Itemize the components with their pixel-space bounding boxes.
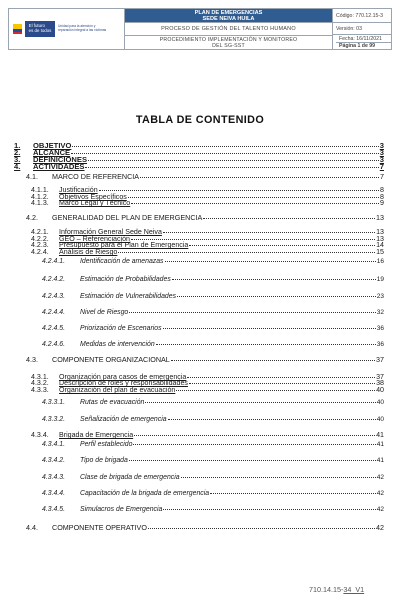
- toc-leader-dots: [133, 438, 375, 445]
- toc-entry-label[interactable]: Presupuesto para el Plan de Emergencia: [59, 241, 189, 249]
- toc-entry-label[interactable]: MARCO DE REFERENCIA: [52, 172, 140, 181]
- toc-leader-dots: [88, 154, 379, 161]
- title-line2: SEDE NEIVA HUILA: [202, 16, 255, 23]
- toc-entry-label[interactable]: Rutas de evacuación: [80, 399, 145, 406]
- toc-entry-label[interactable]: Justificación: [59, 186, 98, 194]
- toc-entry-page: 42: [376, 523, 384, 532]
- toc-entry-number: 4.2.2.: [31, 235, 49, 243]
- toc-entry-number: 4.2.4.: [31, 248, 49, 256]
- toc-entry-page: 32: [376, 309, 384, 316]
- toc-entry-label[interactable]: Estimación de Vulnerabilidades: [80, 293, 177, 300]
- toc-entry[interactable]: [14, 504, 384, 513]
- toc-entry-number: 4.1.1.: [31, 186, 49, 194]
- footer-code: [309, 585, 364, 594]
- toc-entry-label[interactable]: Priorización de Escenarios: [80, 325, 162, 332]
- toc-entry[interactable]: [14, 323, 384, 332]
- toc-entry-number: 4.2.4.6.: [42, 341, 65, 348]
- toc-entry-page: 3: [379, 155, 384, 164]
- toc-leader-dots: [172, 273, 376, 280]
- document-code: Código: 770.12.15-3: [333, 9, 391, 23]
- toc-entry-number: 4.2.: [26, 213, 38, 222]
- toc-entry-page: 42: [376, 474, 384, 481]
- toc-entry-label[interactable]: Identificación de amenazas: [80, 258, 164, 265]
- toc-entry-label[interactable]: Brigada de Emergencia: [59, 431, 134, 439]
- toc-entry-number: 4.2.3.: [31, 241, 49, 249]
- date-and-page: [333, 35, 391, 49]
- toc-entry-number: 4.2.4.1.: [42, 258, 65, 265]
- ministry-text: Unidad para la atención y reparación integral a las víctimas: [58, 24, 107, 32]
- toc-entry-number: 4.3.4.4.: [42, 490, 65, 497]
- document-header: [8, 8, 392, 50]
- toc-entry-label[interactable]: Organización para casos de emergencia: [59, 373, 187, 381]
- toc-entry-number: 1.: [14, 141, 21, 150]
- toc-entry[interactable]: [14, 385, 384, 394]
- toc-entry-page: 7: [379, 162, 384, 171]
- toc-entry-page: 16: [376, 258, 384, 265]
- toc-entry-number: 4.2.4.3.: [42, 293, 65, 300]
- toc-entry[interactable]: [14, 162, 384, 171]
- toc-entry[interactable]: [14, 472, 384, 481]
- toc-leader-dots: [134, 429, 375, 436]
- toc-entry[interactable]: [14, 439, 384, 448]
- toc-entry-label[interactable]: COMPONENTE OPERATIVO: [52, 523, 147, 532]
- toc-leader-dots: [129, 454, 376, 461]
- toc-entry-number: 4.2.4.4.: [42, 309, 65, 316]
- toc-entry-page: 9: [380, 199, 384, 207]
- toc-entry-number: 4.3.2.: [31, 379, 49, 387]
- toc-leader-dots: [140, 171, 379, 178]
- procedure-line1: PROCEDIMIENTO IMPLEMENTACIÓN Y MONITOREO: [159, 37, 298, 43]
- document-title: [125, 9, 332, 23]
- toc-entry-page: 13: [376, 228, 384, 236]
- document-date: Fecha: 16/11/2021: [336, 36, 391, 43]
- toc-leader-dots: [129, 306, 376, 313]
- toc-entry-label[interactable]: Nivel de Riesgo: [80, 309, 129, 316]
- toc-entry-number: 4.3.4.1.: [42, 441, 65, 448]
- toc-entry-label[interactable]: Tipo de brigada: [80, 457, 128, 464]
- toc-leader-dots: [163, 226, 375, 233]
- toc-title: TABLA DE CONTENIDO: [135, 114, 265, 126]
- toc-entry-number: 4.3.3.: [31, 386, 49, 394]
- header-center: [125, 9, 333, 49]
- toc-leader-dots: [189, 377, 375, 384]
- colombia-flag-icon: [13, 24, 22, 34]
- toc-leader-dots: [163, 503, 375, 510]
- toc-entry[interactable]: [14, 455, 384, 464]
- document-version: Versión: 03: [333, 23, 391, 35]
- toc-leader-dots: [72, 140, 378, 147]
- toc-entry-number: 4.4.: [26, 523, 38, 532]
- toc-entry[interactable]: [14, 213, 384, 222]
- toc-entry-number: 4.2.4.5.: [42, 325, 65, 332]
- toc-entry-page: 36: [376, 325, 384, 332]
- toc-entry-page: 15: [376, 248, 384, 256]
- toc-leader-dots: [85, 161, 378, 168]
- toc-leader-dots: [131, 197, 379, 204]
- toc-leader-dots: [99, 184, 379, 191]
- toc-entry-number: 4.2.4.2.: [42, 276, 65, 283]
- toc-entry-number: 4.: [14, 162, 21, 171]
- toc-entry[interactable]: [14, 172, 384, 181]
- page-number: Página 1 de 99: [336, 43, 391, 50]
- toc-entry-page: 7: [380, 172, 384, 181]
- toc-entry-label[interactable]: ALCANCE: [33, 148, 71, 157]
- toc-entry[interactable]: [14, 198, 384, 207]
- header-meta: [333, 9, 391, 49]
- toc-entry-label[interactable]: GEO – Referenciación: [59, 235, 130, 243]
- toc-entry-label[interactable]: DEFINICIONES: [33, 155, 88, 164]
- logo-block: [9, 9, 125, 49]
- toc-entry[interactable]: [14, 397, 384, 406]
- procedure-name: [125, 36, 332, 50]
- toc-leader-dots: [156, 338, 376, 345]
- toc-entry-label[interactable]: Objetivos Específicos: [59, 193, 127, 201]
- toc-entry-page: 42: [376, 506, 384, 513]
- toc-leader-dots: [145, 396, 375, 403]
- toc-leader-dots: [168, 413, 376, 420]
- toc-entry-page: 3: [379, 141, 384, 150]
- toc-leader-dots: [177, 290, 376, 297]
- toc-entry[interactable]: [14, 523, 384, 532]
- toc-entry-number: 4.3.4.5.: [42, 506, 65, 513]
- toc-entry-page: 14: [376, 241, 384, 249]
- toc-entry-number: 4.2.1.: [31, 228, 49, 236]
- toc-leader-dots: [181, 471, 376, 478]
- toc-entry-page: 8: [380, 186, 384, 194]
- toc-leader-dots: [203, 212, 375, 219]
- toc-leader-dots: [71, 147, 379, 154]
- toc-entry-label[interactable]: Información General Sede Neiva: [59, 228, 162, 236]
- toc-leader-dots: [210, 487, 376, 494]
- toc-entry-number: 4.3.4.: [31, 431, 49, 439]
- toc-entry[interactable]: [14, 256, 384, 265]
- toc-entry-label[interactable]: Organización del plan de evacuación: [59, 386, 176, 394]
- toc-entry[interactable]: [14, 339, 384, 348]
- toc-entry-page: 8: [380, 193, 384, 201]
- toc-entry-label[interactable]: Capacitación de la brigada de emergencia: [80, 490, 210, 497]
- toc-leader-dots: [148, 522, 375, 529]
- toc-leader-dots: [171, 354, 375, 361]
- toc-entry-label[interactable]: Marco Legal y Técnico: [59, 199, 131, 207]
- toc-entry[interactable]: [14, 307, 384, 316]
- toc-entry-number: 4.3.: [26, 355, 38, 364]
- procedure-line2: DEL SG-SST: [212, 43, 245, 49]
- toc-entry-label[interactable]: ACTIVIDADES: [33, 162, 85, 171]
- toc-entry-page: 42: [376, 490, 384, 497]
- toc-entry-page: 38: [376, 379, 384, 387]
- toc-entry-label[interactable]: Medidas de intervención: [80, 341, 155, 348]
- toc-leader-dots: [163, 322, 376, 329]
- process-name: PROCESO DE GESTIÓN DEL TALENTO HUMANO: [125, 23, 332, 36]
- toc-entry-number: 4.3.4.2.: [42, 457, 65, 464]
- toc-entry-number: 4.1.: [26, 172, 38, 181]
- toc-entry-page: 23: [376, 293, 384, 300]
- toc-leader-dots: [176, 384, 375, 391]
- toc-entry-number: 4.3.3.2.: [42, 416, 65, 423]
- toc-entry-label[interactable]: Simulacros de Emergencia: [80, 506, 163, 513]
- toc-entry-page: 19: [376, 276, 384, 283]
- toc-entry-page: 41: [376, 431, 384, 439]
- toc-entry-page: 40: [376, 399, 384, 406]
- toc-entry[interactable]: [14, 488, 384, 497]
- toc-entry-number: 4.3.3.1.: [42, 399, 65, 406]
- toc-entry-label[interactable]: Perfil establecido: [80, 441, 133, 448]
- government-logo: [25, 21, 55, 37]
- title-line1: PLAN DE EMERGENCIAS: [194, 10, 263, 16]
- toc-entry[interactable]: [14, 355, 384, 364]
- toc-leader-dots: [118, 246, 375, 253]
- toc-entry-page: 37: [376, 373, 384, 381]
- toc-entry-page: 41: [376, 441, 384, 448]
- toc-entry-page: 40: [376, 386, 384, 394]
- toc-entry-label[interactable]: Clase de brigada de emergencia: [80, 474, 180, 481]
- toc-leader-dots: [165, 255, 376, 262]
- toc-entry-label[interactable]: Análisis de Riesgo: [59, 248, 118, 256]
- toc-entry-page: 36: [376, 341, 384, 348]
- logo-motto-line1: El futuro: [28, 23, 45, 29]
- toc-entry-label[interactable]: OBJETIVO: [33, 141, 72, 150]
- toc-entry-page: 40: [376, 416, 384, 423]
- toc-entry-page: 37: [376, 355, 384, 364]
- footer-code-suffix: 34_V1: [343, 585, 365, 594]
- toc-entry-number: 4.3.4.3.: [42, 474, 65, 481]
- toc-entry-page: 13: [376, 213, 384, 222]
- toc-entry-label[interactable]: GENERALIDAD DEL PLAN DE EMERGENCIA: [52, 213, 203, 222]
- toc-entry-number: 3.: [14, 155, 21, 164]
- toc-entry-label[interactable]: Señalización de emergencia: [80, 416, 167, 423]
- toc-entry[interactable]: [14, 291, 384, 300]
- toc-entry-label[interactable]: Estimación de Probabilidades: [80, 276, 171, 283]
- toc-entry-page: 3: [379, 148, 384, 157]
- toc-entry[interactable]: [14, 274, 384, 283]
- toc-entry-page: 41: [376, 457, 384, 464]
- footer-code-prefix: 710.14.15-: [309, 585, 344, 594]
- logo-motto-line2: es de todos: [28, 28, 52, 33]
- toc-entry-number: 4.3.1.: [31, 373, 49, 381]
- toc-entry-number: 4.1.3.: [31, 199, 49, 207]
- toc-entry-label[interactable]: Descripción de roles y responsabilidades: [59, 379, 188, 387]
- toc-entry-label[interactable]: COMPONENTE ORGANIZACIONAL: [52, 355, 170, 364]
- toc-entry[interactable]: [14, 414, 384, 423]
- toc-entry-number: 2.: [14, 148, 21, 157]
- toc-leader-dots: [189, 239, 375, 246]
- toc-entry-page: 13: [376, 235, 384, 243]
- toc-entry-number: 4.1.2.: [31, 193, 49, 201]
